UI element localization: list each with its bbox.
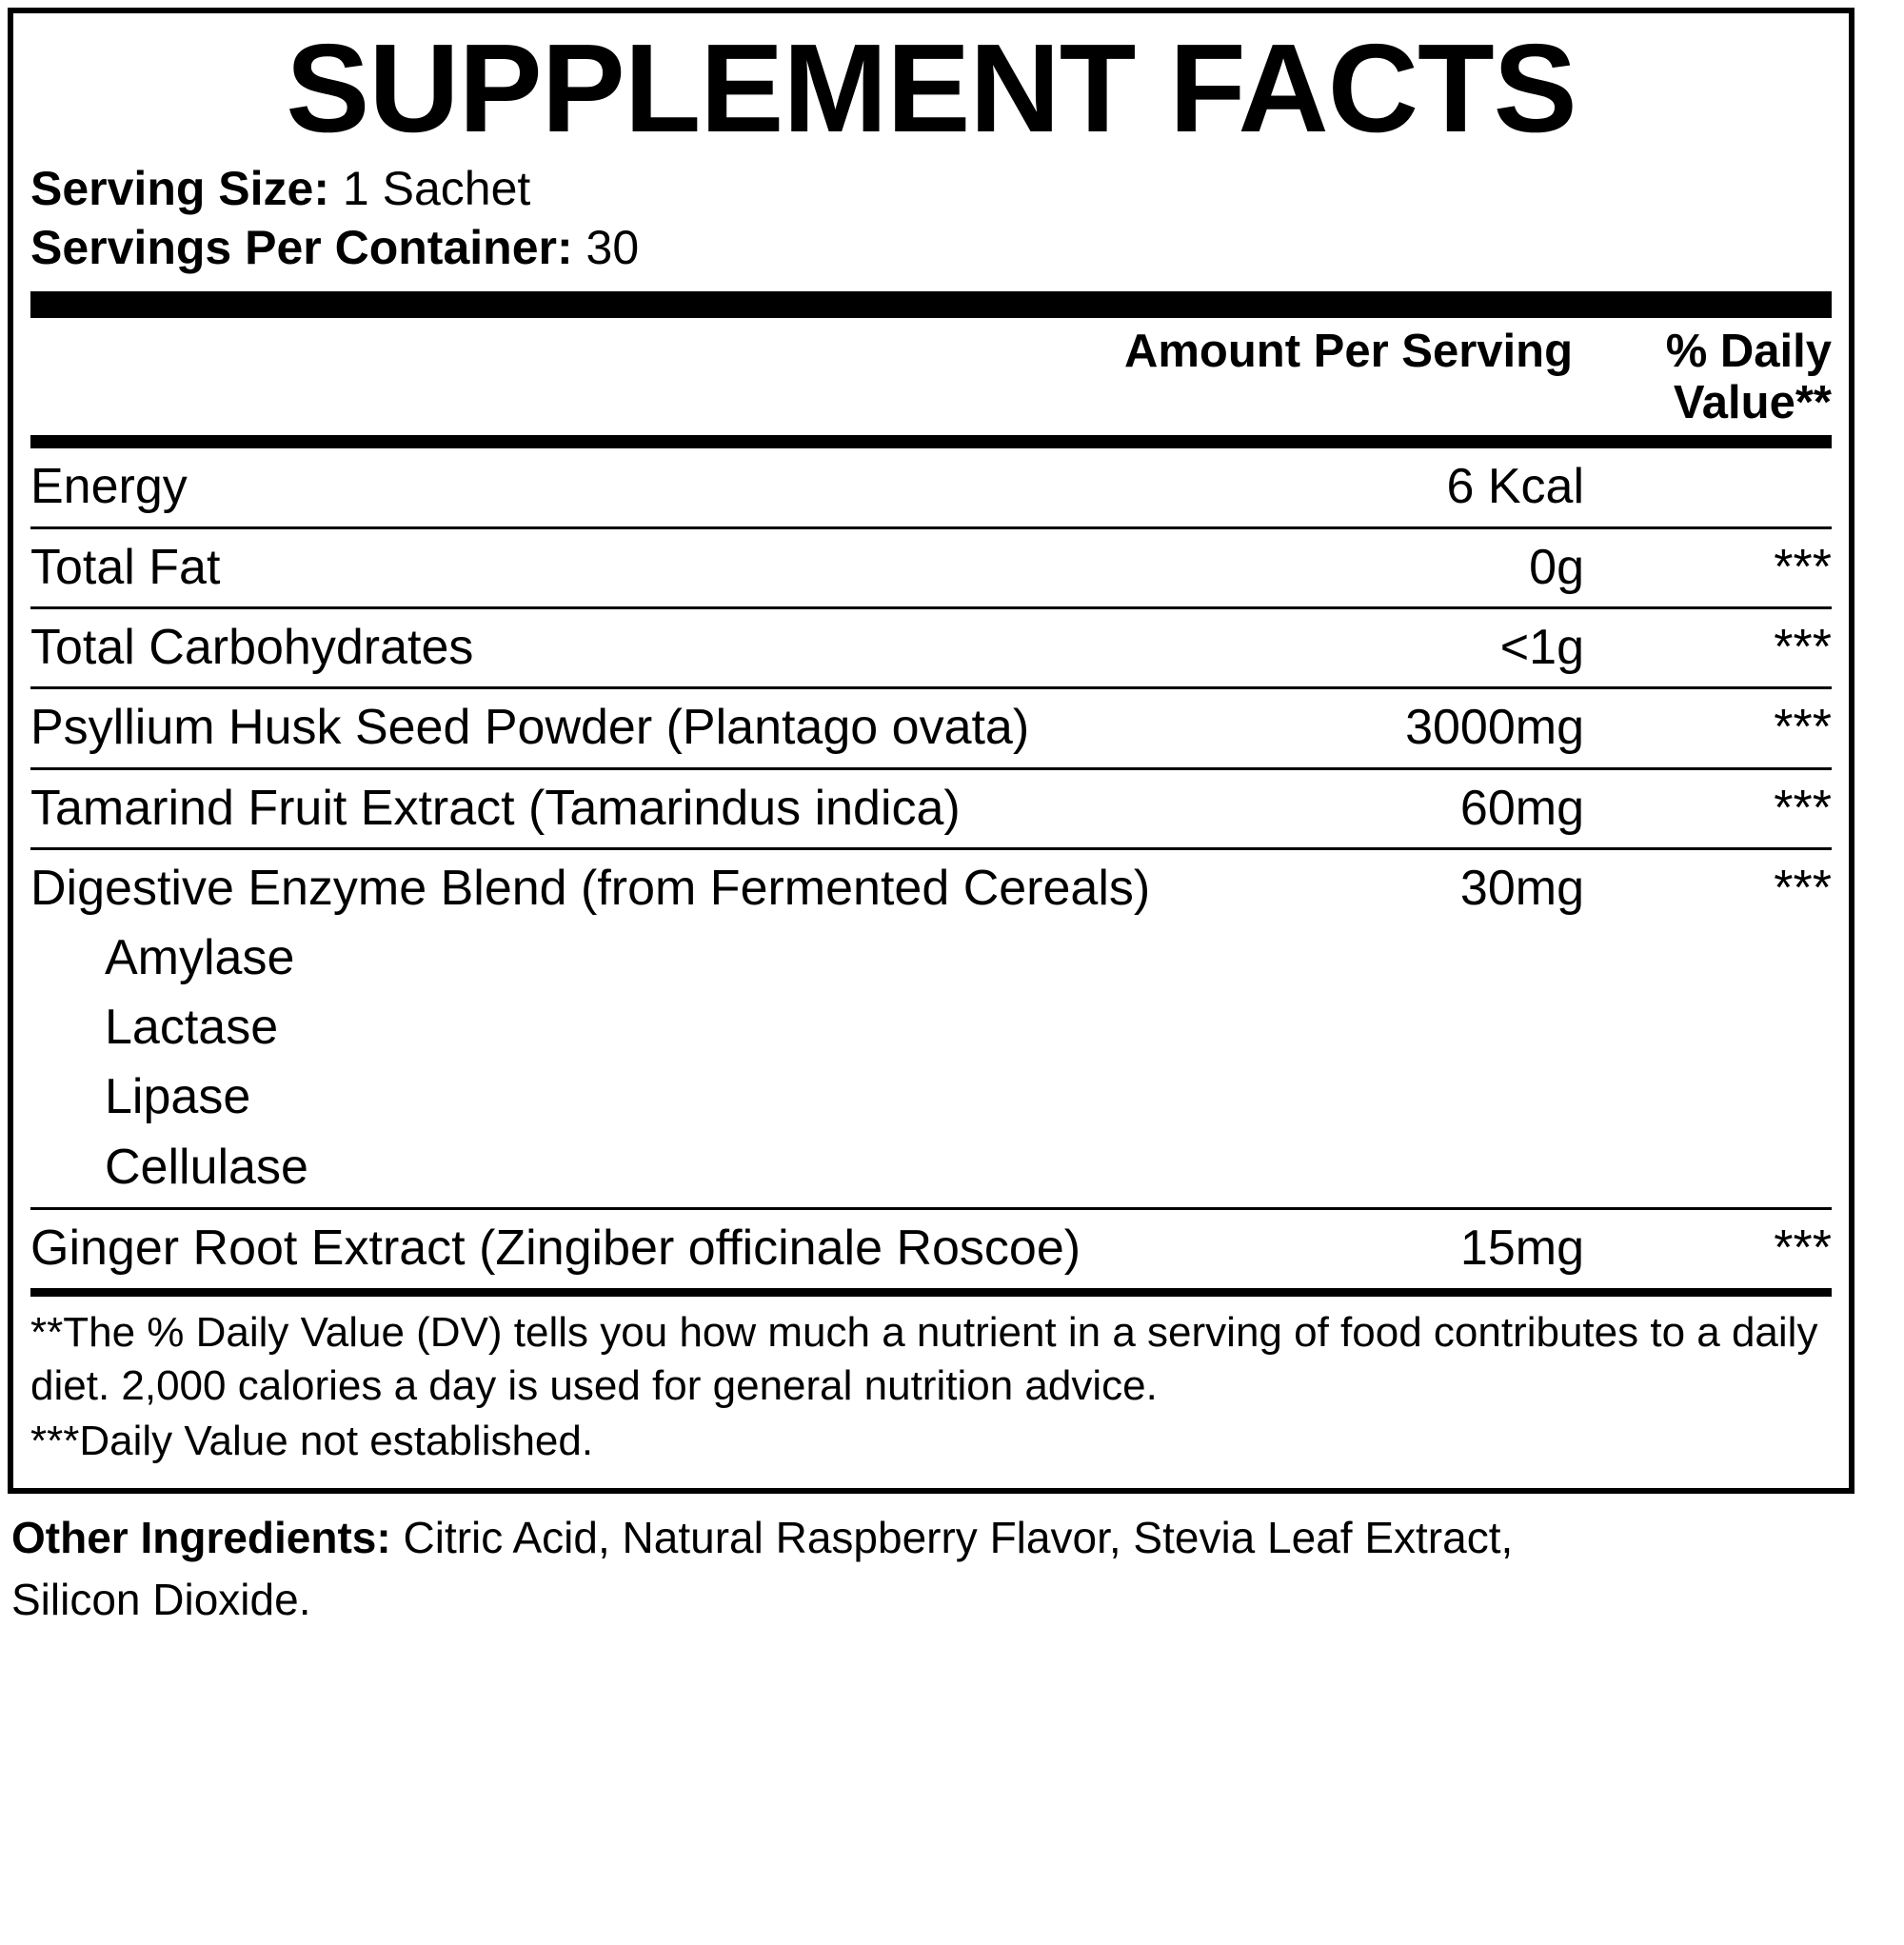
list-item: Lipase bbox=[105, 1069, 251, 1125]
nutrient-name-group bbox=[30, 860, 1270, 1198]
list-item: Lactase bbox=[105, 999, 279, 1055]
nutrient-amount: 3000mg bbox=[1405, 700, 1584, 756]
nutrient-daily-value: *** bbox=[1774, 1221, 1832, 1277]
footnote-dv-not-established: ***Daily Value not established. bbox=[30, 1418, 594, 1465]
nutrient-name: Digestive Enzyme Blend (from Fermented Cereals) bbox=[30, 861, 1151, 917]
serving-size-value: 1 Sachet bbox=[342, 161, 531, 215]
servings-per-container-line bbox=[30, 218, 1832, 278]
footnote-daily-value-explanation: **The % Daily Value (DV) tells you how much a nutrient in a serving of food contributes to a daily diet. 2,000 calories a day is used for general nutrition advice. bbox=[30, 1308, 1818, 1409]
footnotes bbox=[30, 1291, 1832, 1475]
serving-size-line bbox=[30, 159, 1832, 219]
list-item: Cellulase bbox=[105, 1139, 308, 1195]
page-title: SUPPLEMENT FACTS bbox=[286, 18, 1577, 158]
nutrient-daily-value: *** bbox=[1774, 861, 1832, 917]
table-row bbox=[30, 689, 1832, 769]
divider-thick-top bbox=[30, 291, 1832, 318]
nutrient-amount: 60mg bbox=[1459, 780, 1584, 836]
other-ingredients-label: Other Ingredients: bbox=[11, 1512, 391, 1562]
nutrient-daily-value: *** bbox=[1774, 539, 1832, 595]
table-row bbox=[30, 770, 1832, 850]
table-row bbox=[30, 448, 1832, 528]
nutrient-amount: 30mg bbox=[1459, 861, 1584, 917]
table-row bbox=[30, 609, 1832, 689]
nutrient-name: Total Carbohydrates bbox=[30, 620, 474, 676]
table-row bbox=[30, 1210, 1832, 1290]
nutrient-daily-value: *** bbox=[1774, 620, 1832, 676]
table-row-enzyme-blend bbox=[30, 850, 1832, 1210]
nutrient-name: Total Fat bbox=[30, 539, 221, 595]
nutrient-name: Tamarind Fruit Extract (Tamarindus indica) bbox=[30, 780, 961, 836]
nutrient-daily-value: *** bbox=[1774, 780, 1832, 836]
column-header-daily-value: % Daily Value** bbox=[1665, 325, 1832, 429]
nutrient-daily-value: *** bbox=[1774, 700, 1832, 756]
column-header-amount: Amount Per Serving bbox=[1123, 325, 1573, 377]
nutrient-amount: 0g bbox=[1529, 539, 1584, 595]
other-ingredients bbox=[11, 1507, 1630, 1632]
divider-under-header bbox=[30, 435, 1832, 448]
nutrient-name: Energy bbox=[30, 459, 188, 515]
nutrient-name: Psyllium Husk Seed Powder (Plantago ovata) bbox=[30, 700, 1030, 756]
nutrient-name: Ginger Root Extract (Zingiber officinale Roscoe) bbox=[30, 1221, 1081, 1277]
other-ingredients-value: Citric Acid, Natural Raspberry Flavor, Stevia Leaf Extract, Silicon Dioxide. bbox=[11, 1512, 1514, 1624]
serving-size-label: Serving Size: bbox=[30, 161, 329, 215]
nutrient-amount: 15mg bbox=[1459, 1221, 1584, 1277]
enzyme-sub-list bbox=[30, 928, 1260, 1199]
servings-per-container-label: Servings Per Container: bbox=[30, 221, 573, 275]
table-header bbox=[30, 318, 1832, 436]
list-item: Amylase bbox=[105, 929, 295, 985]
supplement-facts-panel bbox=[8, 8, 1854, 1494]
nutrient-amount: 6 Kcal bbox=[1446, 459, 1584, 515]
servings-per-container-value: 30 bbox=[585, 221, 640, 275]
nutrient-amount: <1g bbox=[1499, 620, 1584, 676]
table-row bbox=[30, 529, 1832, 609]
